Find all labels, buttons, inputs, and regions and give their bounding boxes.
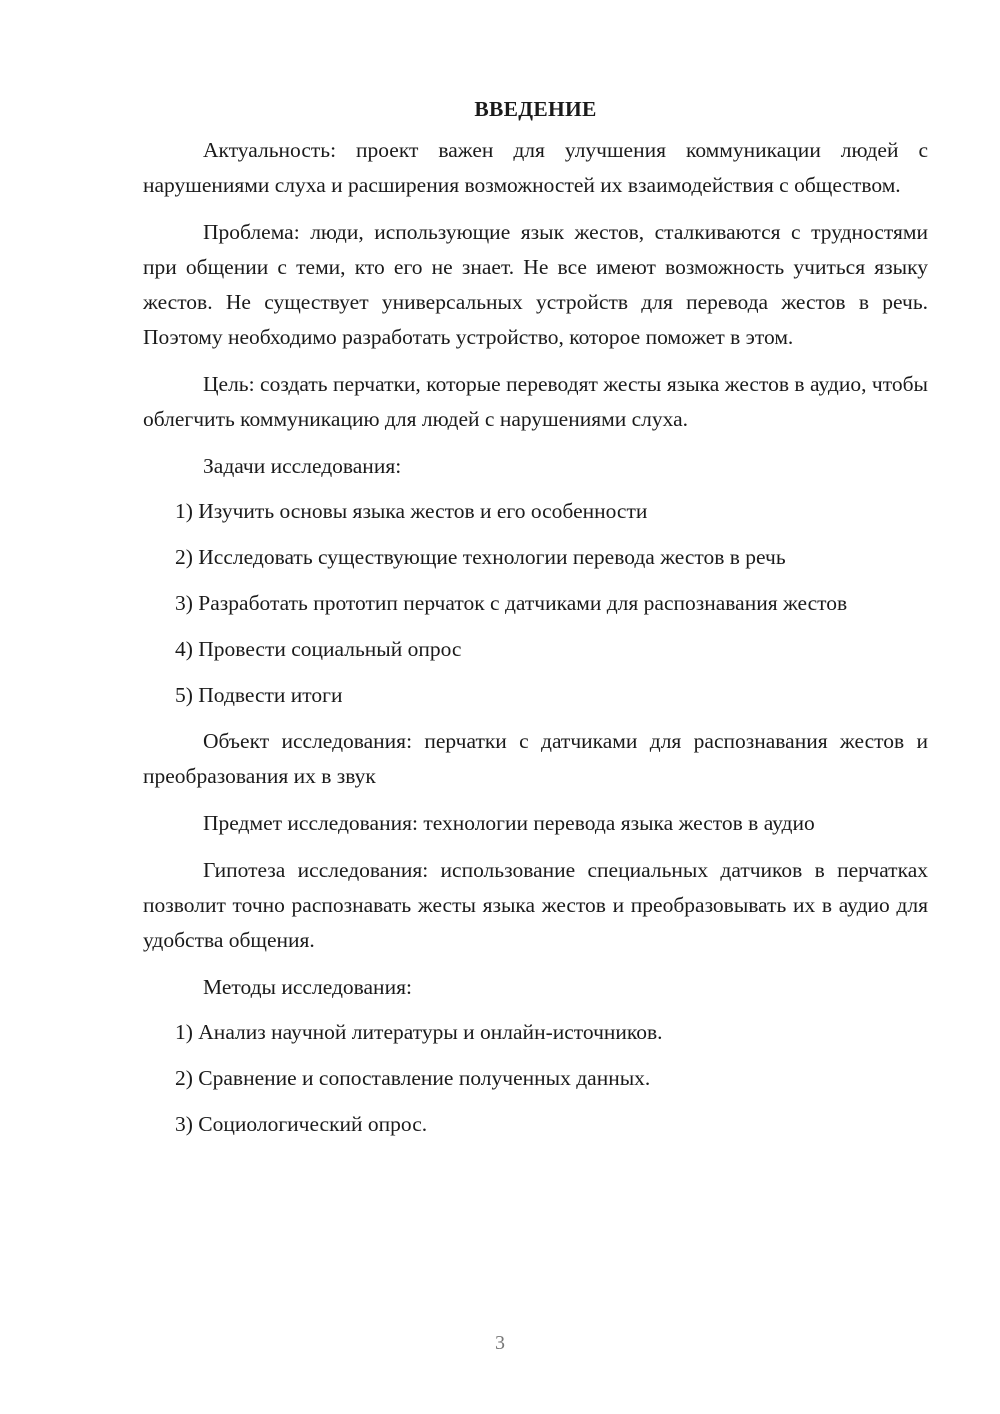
relevance-paragraph: Актуальность: проект важен для улучшения коммуникации людей с нарушениями слуха и расширения возможностей их взаимодействия с обществом. xyxy=(143,138,928,197)
task-item: 4) Провести социальный опрос xyxy=(175,637,462,661)
problem-paragraph: Проблема: люди, использующие язык жестов, сталкиваются с трудностями при общении с теми, кто его не знает. Не все имеют возможность учиться языку жестов. Не существует универсальных устройств для перевода жестов в речь. Поэтому необходимо разработать устройство, которое поможет в этом. xyxy=(143,220,928,349)
object-paragraph: Объект исследования: перчатки с датчиками для распознавания жестов и преобразования их в звук xyxy=(143,729,928,788)
task-item: 5) Подвести итоги xyxy=(175,683,343,707)
task-item: 2) Исследовать существующие технологии перевода жестов в речь xyxy=(175,545,786,569)
task-item: 1) Изучить основы языка жестов и его особенности xyxy=(175,499,648,523)
goal-paragraph: Цель: создать перчатки, которые переводят жесты языка жестов в аудио, чтобы облегчить коммуникацию для людей с нарушениями слуха. xyxy=(143,372,928,431)
task-item: 3) Разработать прототип перчаток с датчиками для распознавания жестов xyxy=(175,591,848,615)
document-title: ВВЕДЕНИЕ xyxy=(474,97,597,121)
method-item: 3) Социологический опрос. xyxy=(175,1112,428,1136)
hypothesis-paragraph: Гипотеза исследования: использование специальных датчиков в перчатках позволит точно распознавать жесты языка жестов и преобразовывать их в аудио для удобства общения. xyxy=(143,858,928,952)
methods-heading: Методы исследования: xyxy=(203,975,412,999)
method-item: 2) Сравнение и сопоставление полученных данных. xyxy=(175,1066,651,1090)
tasks-heading: Задачи исследования: xyxy=(203,454,402,478)
document-page xyxy=(143,92,928,1153)
method-item: 1) Анализ научной литературы и онлайн-источников. xyxy=(175,1020,663,1044)
page-number: 3 xyxy=(495,1332,505,1354)
subject-paragraph: Предмет исследования: технологии перевода языка жестов в аудио xyxy=(203,811,815,835)
